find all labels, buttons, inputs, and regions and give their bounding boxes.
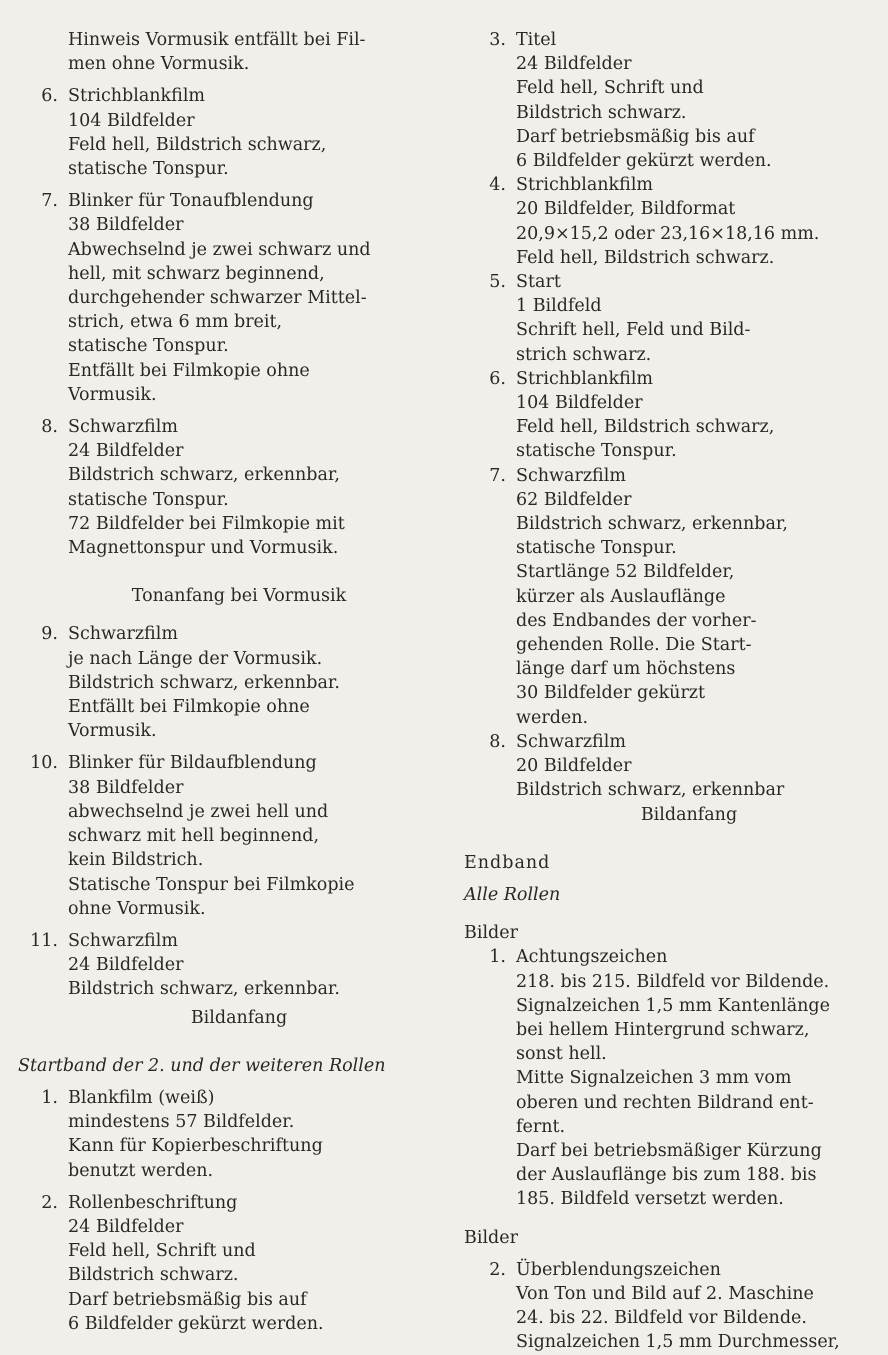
text-line: statische Tonspur. xyxy=(516,538,677,559)
list-item xyxy=(18,189,430,407)
left-column xyxy=(18,28,430,1336)
list-item xyxy=(464,173,874,270)
text-line: 24 Bildfelder xyxy=(516,54,632,75)
text-line: Schrift hell, Feld und Bild- xyxy=(516,320,751,341)
bildanfang-label: Bildanfang xyxy=(190,1007,288,1028)
item-number: 10. xyxy=(30,753,58,774)
text-line: Blinker für Bildaufblendung xyxy=(68,753,317,774)
text-line: Darf betriebsmäßig bis auf xyxy=(68,1289,307,1310)
text-line: 104 Bildfelder xyxy=(516,393,643,414)
text-line: 104 Bildfelder xyxy=(68,110,195,131)
text-line: abwechselnd je zwei hell und xyxy=(68,801,329,822)
text-line: Signalzeichen 1,5 mm Kantenlänge xyxy=(516,995,830,1016)
text-line: je nach Länge der Vormusik. xyxy=(68,648,323,669)
item-list xyxy=(18,84,430,560)
text-line: 20 Bildfelder, Bildformat xyxy=(516,199,736,220)
text-line: 185. Bildfeld versetzt werden. xyxy=(516,1189,784,1210)
list-item xyxy=(464,28,874,173)
text-line: schwarz mit hell beginnend, xyxy=(68,826,320,847)
text-line: Bildstrich schwarz, erkennbar xyxy=(516,780,785,801)
text-line: mindestens 57 Bildfelder. xyxy=(68,1112,295,1133)
intro-paragraph xyxy=(18,28,430,76)
text-line: 24. bis 22. Bildfeld vor Bildende. xyxy=(516,1308,807,1329)
list-item xyxy=(464,1258,874,1355)
text-line: Feld hell, Bildstrich schwarz, xyxy=(68,134,327,155)
text-line: Von Ton und Bild auf 2. Maschine xyxy=(516,1283,814,1304)
text-line: kürzer als Auslauflänge xyxy=(516,586,726,607)
text-line: Bildstrich schwarz. xyxy=(68,1265,239,1286)
text-line: 6 Bildfelder gekürzt werden. xyxy=(516,151,772,172)
right-column xyxy=(464,28,874,1355)
text-line: Startlänge 52 Bildfelder, xyxy=(516,562,735,583)
text-line: Vormusik. xyxy=(68,721,157,742)
text-line: 38 Bildfelder xyxy=(68,215,184,236)
tonanfang-label: Tonanfang bei Vormusik xyxy=(131,586,347,607)
text-line: durchgehender schwarzer Mittel- xyxy=(68,288,367,309)
text-line: Statische Tonspur bei Filmkopie xyxy=(68,874,355,895)
text-line: Strichblankfilm xyxy=(516,175,654,196)
text-line: gehenden Rolle. Die Start- xyxy=(516,635,752,656)
text-line: statische Tonspur. xyxy=(516,441,677,462)
item-number: 3. xyxy=(489,30,506,50)
text-line: länge darf um höchstens xyxy=(516,659,736,680)
text-line: 72 Bildfelder bei Filmkopie mit xyxy=(68,513,345,534)
item-number: 6. xyxy=(41,86,58,107)
text-line: 24 Bildfelder xyxy=(68,955,184,976)
text-line: strich schwarz. xyxy=(516,344,652,365)
text-line: Blankfilm (weiß) xyxy=(68,1087,215,1108)
text-line: 218. bis 215. Bildfeld vor Bildende. xyxy=(516,971,830,992)
text-line: Bildstrich schwarz, erkennbar. xyxy=(68,979,340,1000)
text-line: statische Tonspur. xyxy=(68,336,229,357)
item-number: 8. xyxy=(41,417,58,438)
list-item xyxy=(464,464,874,730)
text-line: statische Tonspur. xyxy=(68,159,229,180)
text-line: fernt. xyxy=(516,1116,566,1137)
item-number: 1. xyxy=(489,947,506,968)
item-list xyxy=(464,1258,874,1355)
text-line: Schwarzfilm xyxy=(68,930,178,951)
item-number: 6. xyxy=(489,368,506,389)
text-line: Strichblankfilm xyxy=(516,368,654,389)
list-item xyxy=(464,367,874,464)
text-line: sonst hell. xyxy=(516,1044,607,1065)
text-line: Achtungszeichen xyxy=(516,947,668,968)
item-number: 2. xyxy=(489,1259,506,1280)
alle-rollen-heading: Alle Rollen xyxy=(464,884,561,905)
text-line: Magnettonspur und Vormusik. xyxy=(68,538,339,559)
text-line: 62 Bildfelder xyxy=(516,489,632,510)
text-line: Bildstrich schwarz, erkennbar, xyxy=(68,465,340,486)
text-line: Mitte Signalzeichen 3 mm vom xyxy=(516,1068,792,1089)
text-line: Bildstrich schwarz, erkennbar. xyxy=(68,672,340,693)
text-line: strich, etwa 6 mm breit, xyxy=(68,312,283,333)
endband-heading: Endband xyxy=(464,852,551,873)
item-number: 8. xyxy=(489,731,506,752)
text-line: werden. xyxy=(516,707,589,728)
list-item xyxy=(464,730,874,803)
item-number: 7. xyxy=(489,465,506,486)
text-line: Strichblankfilm xyxy=(68,86,206,107)
text-line: statische Tonspur. xyxy=(68,489,229,510)
text-line: benutzt werden. xyxy=(68,1160,214,1181)
text-line: 6 Bildfelder gekürzt werden. xyxy=(68,1313,324,1334)
text-line: Darf bei betriebsmäßiger Kürzung xyxy=(516,1140,822,1161)
text-line: Kann für Kopierbeschriftung xyxy=(68,1136,323,1157)
text-line: der Auslauflänge bis zum 188. bis xyxy=(516,1165,817,1186)
text-line: 20 Bildfelder xyxy=(516,756,632,777)
text-line: 24 Bildfelder xyxy=(68,1216,184,1237)
text-line: 20,9×15,2 oder 23,16×18,16 mm. xyxy=(516,223,820,244)
text-line: kein Bildstrich. xyxy=(68,850,204,871)
list-item xyxy=(18,415,430,560)
item-number: 7. xyxy=(41,191,58,212)
text-line: Feld hell, Schrift und xyxy=(68,1241,256,1262)
text-line: Start xyxy=(516,272,561,293)
list-item xyxy=(464,945,874,1211)
text-line: men ohne Vormusik. xyxy=(68,54,250,75)
text-line: Entfällt bei Filmkopie ohne xyxy=(68,697,310,718)
item-number: 4. xyxy=(489,175,506,196)
item-list xyxy=(18,1086,430,1336)
text-line: Darf betriebsmäßig bis auf xyxy=(516,126,755,147)
text-line: Feld hell, Schrift und xyxy=(516,78,704,99)
text-line: Bildstrich schwarz. xyxy=(516,102,687,123)
text-line: oberen und rechten Bildrand ent- xyxy=(516,1092,814,1113)
text-line: Überblendungszeichen xyxy=(516,1259,721,1280)
text-line: Feld hell, Bildstrich schwarz. xyxy=(516,247,775,268)
bildanfang-label: Bildanfang xyxy=(640,804,738,825)
text-line: Abwechselnd je zwei schwarz und xyxy=(68,239,371,260)
list-item xyxy=(18,929,430,1002)
list-item xyxy=(18,84,430,181)
list-item xyxy=(18,622,430,743)
text-line: Vormusik. xyxy=(68,384,157,405)
text-line: Schwarzfilm xyxy=(68,624,178,645)
text-line: bei hellem Hintergrund schwarz, xyxy=(516,1019,810,1040)
text-line: Entfällt bei Filmkopie ohne xyxy=(68,360,310,381)
list-item xyxy=(18,1191,430,1336)
text-line: 30 Bildfelder gekürzt xyxy=(516,683,706,704)
text-line: des Endbandes der vorher- xyxy=(516,610,757,631)
item-number: 1. xyxy=(41,1087,58,1108)
text-line: hell, mit schwarz beginnend, xyxy=(68,263,325,284)
bilder-heading: Bilder xyxy=(464,1227,518,1248)
item-number: 5. xyxy=(489,272,506,293)
list-item xyxy=(18,751,430,920)
text-line: Rollenbeschriftung xyxy=(68,1192,238,1213)
startband-heading: Startband der 2. und der weiteren Rollen xyxy=(18,1055,386,1076)
text-line: Blinker für Tonaufblendung xyxy=(68,191,314,212)
text-line: Feld hell, Bildstrich schwarz, xyxy=(516,417,775,438)
text-line: Schwarzfilm xyxy=(516,731,626,752)
text-line: 1 Bildfeld xyxy=(516,296,602,317)
text-line: Bildstrich schwarz, erkennbar, xyxy=(516,514,788,535)
text-line: Schwarzfilm xyxy=(516,465,626,486)
item-list xyxy=(18,622,430,1001)
bilder-heading: Bilder xyxy=(464,923,518,944)
text-line: Signalzeichen 1,5 mm Durchmesser, xyxy=(516,1332,840,1353)
list-item xyxy=(464,270,874,367)
item-number: 9. xyxy=(41,624,58,645)
item-number: 11. xyxy=(30,930,58,951)
text-line: ohne Vormusik. xyxy=(68,898,206,919)
item-number: 2. xyxy=(41,1192,58,1213)
list-item xyxy=(18,1086,430,1183)
item-list xyxy=(464,28,874,803)
text-line: Schwarzfilm xyxy=(68,417,178,438)
text-line: 24 Bildfelder xyxy=(68,441,184,462)
text-line: Titel xyxy=(516,30,557,50)
item-list xyxy=(464,945,874,1211)
text-line: Hinweis Vormusik entfällt bei Fil- xyxy=(68,30,366,50)
text-line: 38 Bildfelder xyxy=(68,777,184,798)
